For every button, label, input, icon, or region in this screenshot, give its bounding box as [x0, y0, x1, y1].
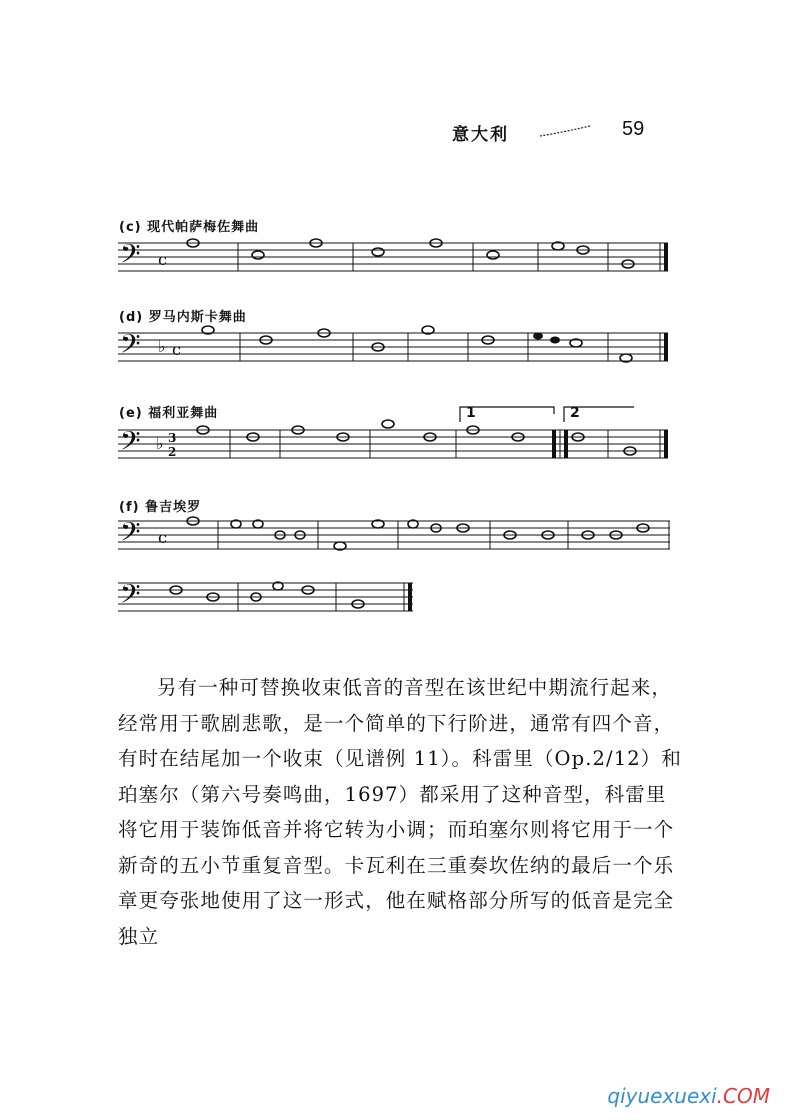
body-text — [118, 670, 684, 954]
example-e-label: (e) 福利亚舞曲 — [119, 406, 219, 421]
svg-text:3: 3 — [168, 431, 177, 445]
svg-text:c: c — [158, 250, 167, 269]
example-f-staff-2 — [118, 578, 418, 618]
svg-text:𝄢: 𝄢 — [120, 425, 141, 463]
volta-brackets — [458, 404, 638, 424]
svg-text:♭: ♭ — [156, 434, 164, 453]
first-ending-number: 1 — [466, 405, 476, 421]
example-c-label: (c) 现代帕萨梅佐舞曲 — [119, 220, 260, 235]
body-paragraph: 另有一种可替换收束低音的音型在该世纪中期流行起来，经常用于歌剧悲歌，是一个简单的下行阶进，通常有四个音，有时在结尾加一个收束（见谱例 11）。科雷里（Op.2/12）和珀塞尔（第六号奏鸣曲，1697）都采用了这种音型，科雷里将它用于装饰低音并将它转为小调；而珀塞尔则将它用于一个新奇的五小节重复音型。卡瓦利在三重奏坎佐纳的最后一个乐章更夸张地使用了这一形式，他在赋格部分所写的低音是完全独立 — [118, 676, 682, 948]
watermark — [607, 1084, 770, 1108]
watermark-part2: .COM — [716, 1084, 770, 1108]
example-e-staff — [118, 425, 670, 465]
example-d-staff — [118, 328, 670, 368]
example-d-label: (d) 罗马内斯卡舞曲 — [119, 310, 247, 325]
page-number: 59 — [622, 118, 645, 140]
example-c-staff — [118, 238, 670, 278]
example-f-label: (f) 鲁吉埃罗 — [119, 500, 202, 515]
svg-text:𝄢: 𝄢 — [120, 516, 141, 554]
svg-text:2: 2 — [168, 445, 177, 459]
svg-text:c: c — [172, 340, 181, 359]
svg-text:𝄢: 𝄢 — [120, 238, 141, 276]
header-ornament-icon — [538, 124, 594, 138]
watermark-part1: qiyuexuexi — [607, 1084, 717, 1108]
svg-text:𝄢: 𝄢 — [120, 328, 141, 366]
second-ending-number: 2 — [570, 405, 580, 421]
svg-text:c: c — [158, 528, 167, 547]
running-head-title: 意大利 — [452, 125, 509, 145]
example-f-staff-1 — [118, 516, 670, 556]
svg-text:♭: ♭ — [158, 337, 166, 356]
svg-text:𝄢: 𝄢 — [120, 578, 141, 616]
